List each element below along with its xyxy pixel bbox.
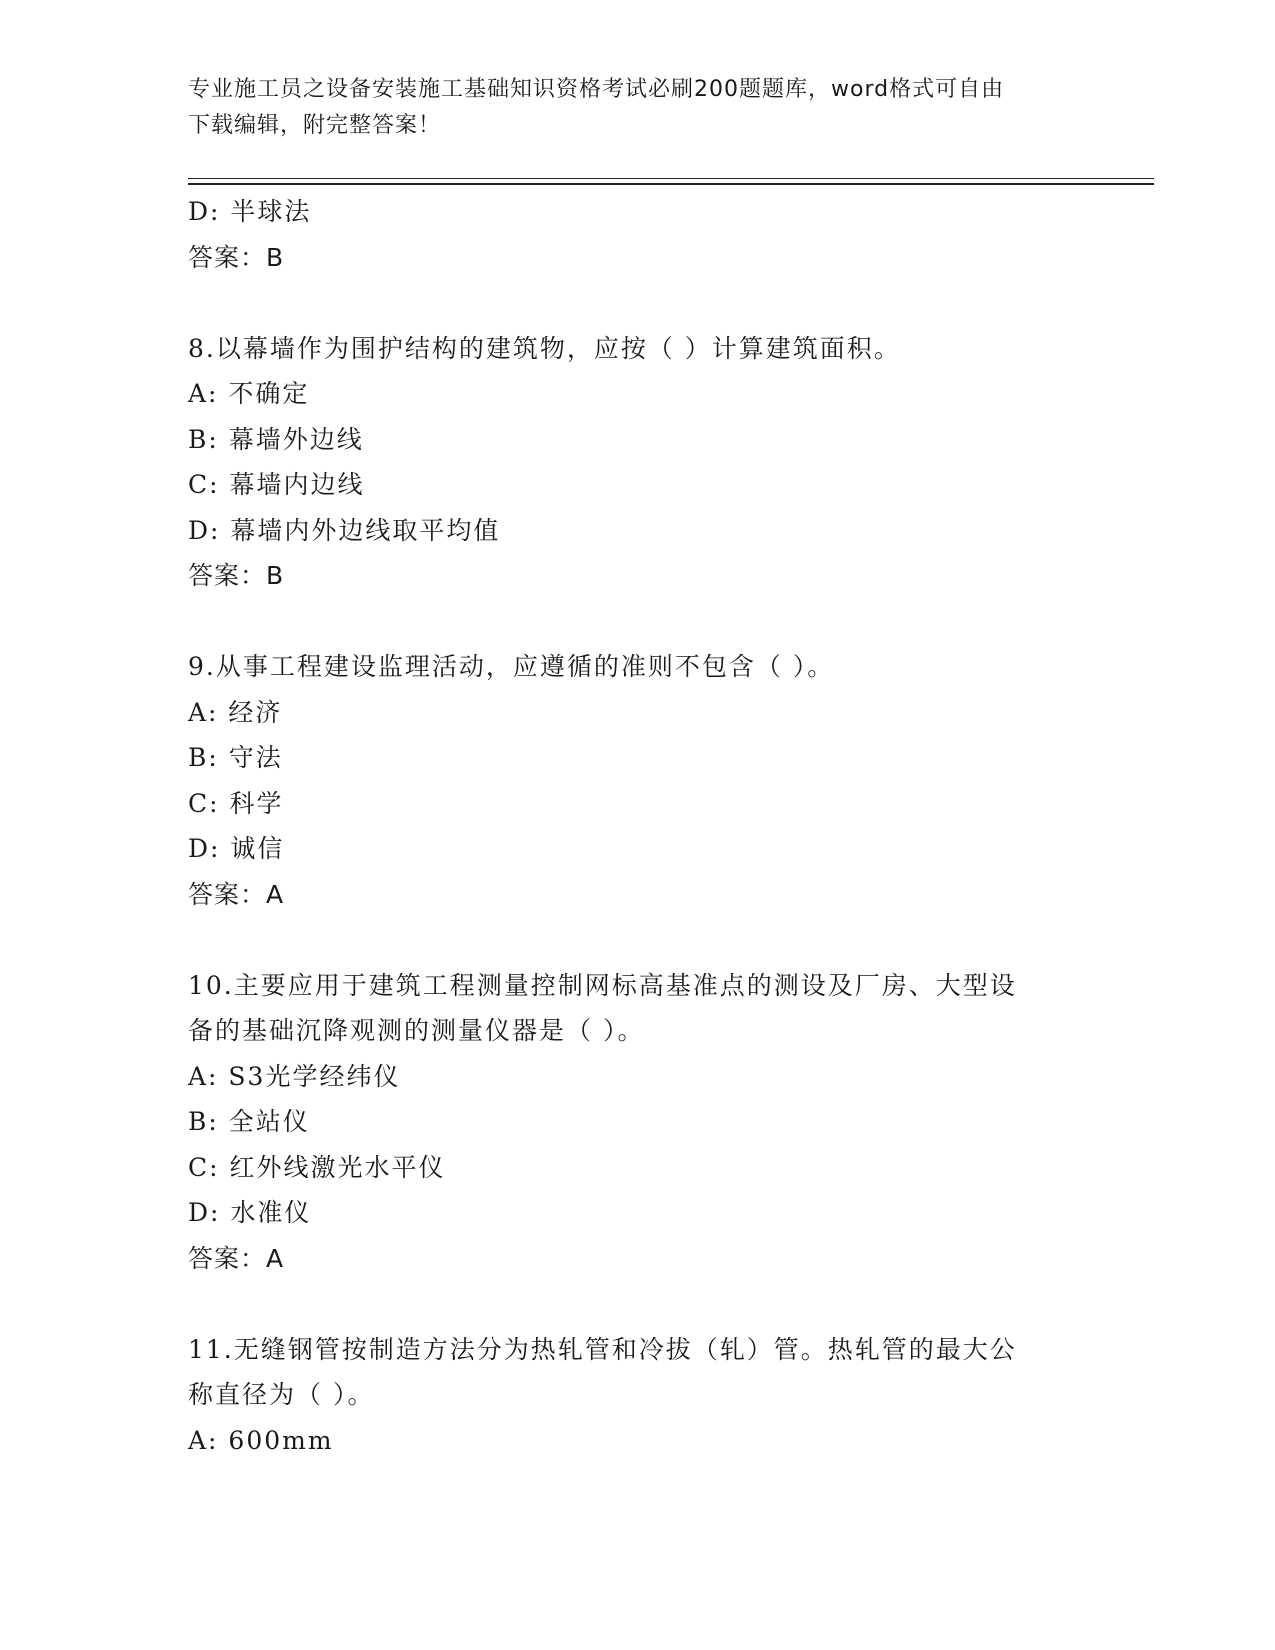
answer-line: 答案：B [188, 561, 285, 590]
question-list [188, 189, 1088, 1463]
question-gap [188, 917, 1088, 963]
option-a: A: 经济 [188, 697, 283, 727]
answer-line: 答案：A [188, 1243, 285, 1273]
option-c: C: 科学 [188, 788, 284, 818]
question-text-line-1: 10.主要应用于建筑工程测量控制网标高基准点的测设及厂房、大型设 [188, 970, 1017, 1000]
question-block [188, 1327, 1088, 1464]
option-b: B: 守法 [188, 743, 283, 772]
option-b: B: 全站仪 [188, 1107, 310, 1136]
option-a: A: 600mm [188, 1425, 334, 1455]
option-d: D: 水准仪 [188, 1198, 312, 1227]
question-text-line-2: 称直径为（ ）。 [188, 1380, 375, 1409]
question-text: 9.从事工程建设监理活动，应遵循的准则不包含（ ）。 [188, 652, 835, 681]
option-a: A: S3光学经纬仪 [188, 1061, 401, 1091]
question-gap [188, 599, 1088, 645]
header-divider-thin [188, 178, 1154, 179]
option-b: B: 幕墙外边线 [188, 424, 364, 454]
option-c: C: 幕墙内边线 [188, 470, 365, 499]
header-divider-thick [188, 183, 1154, 185]
question-gap [188, 280, 1088, 326]
option-d: D: 诚信 [188, 834, 285, 863]
header-line-1: 专业施工员之设备安装施工基础知识资格考试必刷200题题库，word格式可自由 [188, 77, 1005, 102]
question-block [188, 963, 1088, 1282]
question-text: 8.以幕墙作为围护结构的建筑物，应按（ ）计算建筑面积。 [188, 333, 901, 363]
question-gap [188, 1281, 1088, 1327]
answer-line: 答案：B [188, 242, 285, 272]
option-c: C: 红外线激光水平仪 [188, 1152, 446, 1182]
answer-line: 答案：A [188, 879, 285, 909]
question-text-line-2: 备的基础沉降观测的测量仪器是（ ）。 [188, 1016, 645, 1045]
option-d: D: 幕墙内外边线取平均值 [188, 515, 501, 545]
option-d: D: 半球法 [188, 197, 312, 226]
option-a: A: 不确定 [188, 379, 310, 408]
question-text-line-1: 11.无缝钢管按制造方法分为热轧管和冷拔（轧）管。热轧管的最大公 [188, 1334, 1017, 1364]
question-block [188, 644, 1088, 917]
question-block [188, 326, 1088, 599]
document-header [188, 72, 1068, 144]
header-line-2: 下载编辑，附完整答案！ [188, 113, 442, 138]
